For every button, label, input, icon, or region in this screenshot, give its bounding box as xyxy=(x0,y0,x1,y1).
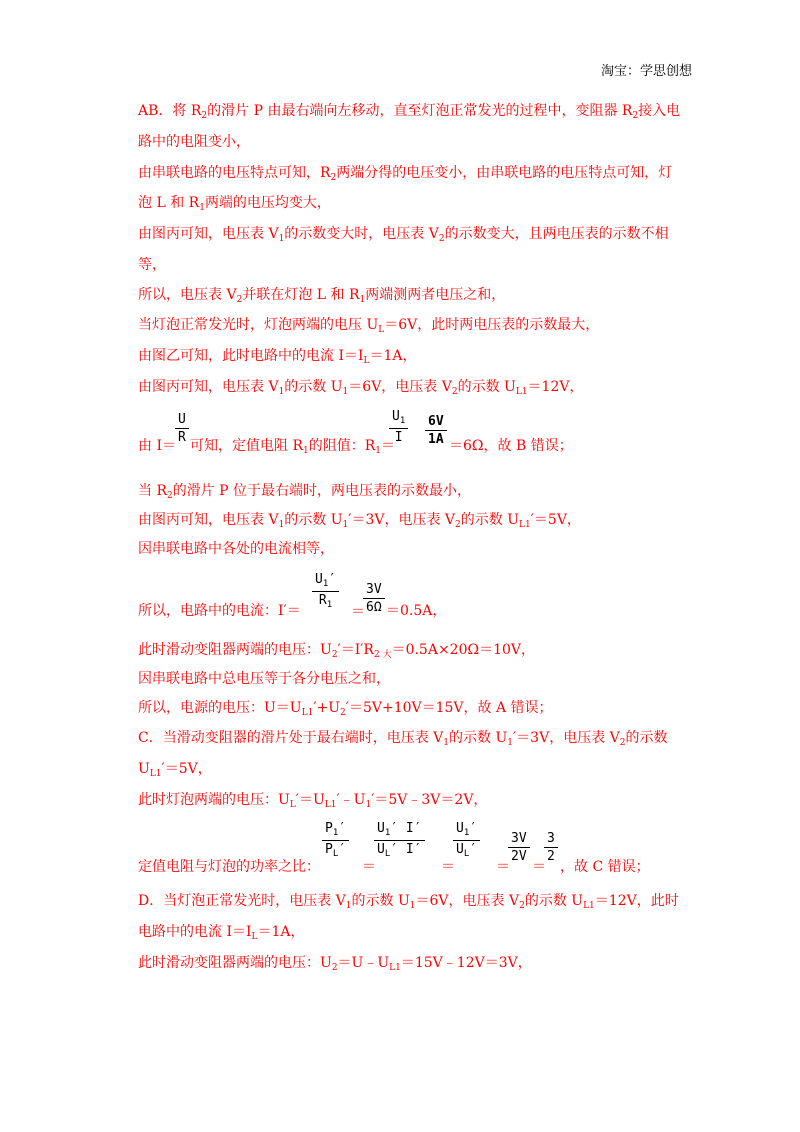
fraction-3v-over-2v: 3V 2V xyxy=(508,832,530,863)
equals-sign: ＝ xyxy=(362,859,376,875)
text-line: 可知，定值电阻 $R_1$的阻值：$R_1=$ xyxy=(190,438,396,456)
text-line: 所以，电路中的电流：I′＝ xyxy=(138,603,301,619)
text-line: $U_{L1}'=5V$， xyxy=(138,761,212,779)
header-shop-name: 淘宝：学思创想 xyxy=(600,64,692,79)
text-line: 因串联电路中各处的电流相等， xyxy=(138,541,334,557)
text-line: 由串联电路的电压特点可知，$R_2$两端分得的电压变小，由串联电路的电压特点可知，灯 xyxy=(138,165,673,183)
text-line: 当 $R_2$的滑片 P 位于最右端时，两电压表的示数最小， xyxy=(138,483,472,501)
text-line: 由 I＝ xyxy=(138,438,176,454)
equals-sign: ＝ xyxy=(496,859,510,875)
fraction-u1-over-ul: $U_1'$ $U_L'$ xyxy=(453,822,480,859)
text-line: 所以，电源的电压：$U=U_{L1}'+U_2'=5V+10V=15V$，故 A 错误； xyxy=(138,700,553,718)
fraction-3v-over-6ohm: 3V 6Ω xyxy=(363,583,385,614)
fraction-u1p-over-r1: $U_1'$ $R_1$ xyxy=(312,573,339,610)
text-line: 所以，电压表 $V_2$并联在灯泡 L 和 $R_1$两端测两者电压之和， xyxy=(138,287,506,305)
text-line: 路中的电阻变小， xyxy=(138,134,250,150)
text-line: 由图丙可知，电压表 $V_1$的示数变大时，电压表 $V_2$的示数变大，且两电压表的示数不相 xyxy=(138,226,669,244)
text-line: ＝0.5A， xyxy=(386,603,447,619)
text-line: 定值电阻与灯泡的功率之比： xyxy=(138,859,320,875)
text-line: 由图丙可知，电压表 $V_1$的示数 $U_1'=3V$，电压表 $V_2$的示数 $U_{L1}'=5V$， xyxy=(138,512,581,530)
text-line: AB．将 $R_2$的滑片 P 由最右端向左移动，直至灯泡正常发光的过程中，变阻器 $R_2$接入电 xyxy=(138,103,681,121)
text-line: ＝6Ω，故 B 错误； xyxy=(449,438,573,454)
text-line: D．当灯泡正常发光时，电压表 $V_1$的示数 $U_1=6V$，电压表 $V_2$的示数 $U_{L1}=12V$，此时 xyxy=(138,893,679,911)
text-line: ，故 C 错误； xyxy=(560,859,650,875)
fraction-p1-over-pl: $P_1'$ $P_L'$ xyxy=(322,822,349,859)
fraction-3-over-2: 3 2 xyxy=(544,832,558,863)
fraction-u-over-r: U R xyxy=(175,413,189,444)
text-line: 由图乙可知，此时电路中的电流 $I=I_L=1A$， xyxy=(138,348,417,366)
text-line: 等， xyxy=(138,257,166,273)
text-line: 电路中的电流 $I=I_L=1A$， xyxy=(138,924,305,942)
equals-sign: ＝ xyxy=(441,859,455,875)
fraction-u1i-over-uli: $U_1'$ I′ $U_L'$ I′ xyxy=(374,822,425,859)
text-line: 此时灯泡两端的电压：$U_L'=U_{L1}'﹣U_1'=5V﹣3V=2V$， xyxy=(138,792,488,810)
text-line: 因串联电路中总电压等于各分电压之和， xyxy=(138,671,390,687)
text-line: 当灯泡正常发光时，灯泡两端的电压 $U_L=6V$，此时两电压表的示数最大， xyxy=(138,317,600,335)
text-line: 此时滑动变阻器两端的电压：$U_2=U﹣U_{L1}=15V﹣12V=3V$， xyxy=(138,955,532,973)
text-line: C．当滑动变阻器的滑片处于最右端时，电压表 $V_1$的示数 $U_1'=3V$，电压表 $V_2$的示数 xyxy=(138,730,668,748)
equals-sign: ＝ xyxy=(532,859,546,875)
fraction-6v-over-1a: 6V 1A xyxy=(425,415,447,446)
equals-sign: ＝ xyxy=(351,604,365,620)
text-line: 泡 L 和 $R_1$两端的电压均变大， xyxy=(138,195,331,213)
text-line: 此时滑动变阻器两端的电压：$U_2'=I'R_{2 大}=0.5A\times 20\Omega=10V$， xyxy=(138,642,536,660)
text-line: 由图丙可知，电压表 $V_1$的示数 $U_1=6V$，电压表 $V_2$的示数 $U_{L1}=12V$， xyxy=(138,379,584,397)
fraction-u1-over-i: $U_1$ I xyxy=(389,410,408,444)
